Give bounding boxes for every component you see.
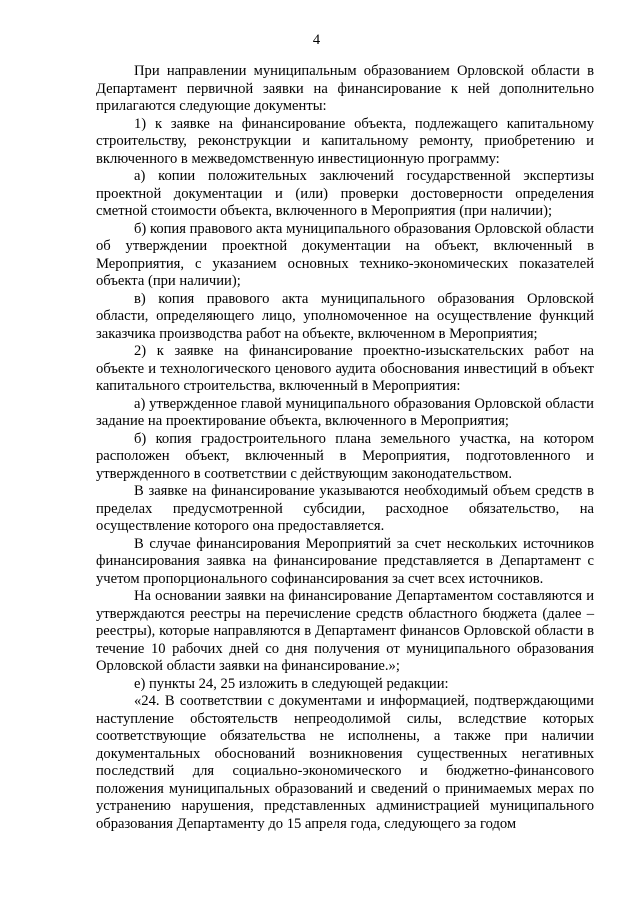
paragraph-intro: При направлении муниципальным образованием Орловской области в Департамент первичной заявки на финансирование к ней дополнительно прилагаются следующие документы: (96, 63, 594, 114)
paragraph-funding-volume: В заявке на финансирование указываются необходимый объем средств в пределах предусмотренной субсидии, расходное обязательство, на осуществление которого она предоставляется. (96, 483, 594, 534)
paragraph-item-e: е) пункты 24, 25 изложить в следующей редакции: (134, 675, 449, 692)
document-body (96, 63, 594, 833)
paragraph-item-2: 2) к заявке на финансирование проектно-изыскательских работ на объекте и технологического ценового аудита обоснования инвестиций в объект капитального строительства, включенный в Мероприятия: (96, 343, 594, 394)
page-number: 4 (312, 32, 321, 48)
paragraph-item-1: 1) к заявке на финансирование объекта, подлежащего капитальному строительству, реконструкции и капитальному ремонту, приобретению и включенного в межведомственную инвестиционную программу: (96, 115, 594, 167)
paragraph-multiple-sources: В случае финансирования Мероприятий за счет нескольких источников финансирования заявка на финансирование представляется в Департамент с учетом пропорционального софинансирования за счет всех источников. (96, 535, 594, 587)
paragraph-point-24: «24. В соответствии с документами и информацией, подтверждающими наступление обстоятельств непреодолимой силы, вследствие которых соответствующие обязательства не исполнены, а также при наличии документальных обоснований возникновения существенных негативных последствий для социально-экономического и бюджетно-финансового положения муниципальных образований и сведений о принимаемых мерах по устранению нарушения, представленных администрацией муниципального образования Департаменту до 15 апреля года, следующего за годом (96, 693, 594, 832)
paragraph-item-1c: в) копия правового акта муниципального образования Орловской области, определяющего лицо, уполномоченное на осуществление функций заказчика производства работ на объекте, включенном в Мероприятия; (96, 290, 594, 342)
paragraph-registries: На основании заявки на финансирование Департаментом составляются и утверждаются реестры на перечисление средств областного бюджета (далее – реестры), которые направляются в Департамент финансов Орловской области в течение 10 рабочих дней со дня получения от муниципального образования Орловской области заявки на финансирование.»; (96, 588, 594, 674)
paragraph-item-2b: б) копия градостроительного плана земельного участка, на котором расположен объект, включенный в Мероприятия, подготовленного и утвержденного в соответствии с действующим законодательством. (96, 430, 594, 482)
paragraph-item-1b: б) копия правового акта муниципального образования Орловской области об утверждении проектной документации на объект, включенный в Мероприятия, с указанием основных технико-экономических показателей объекта (при наличии); (96, 220, 594, 289)
paragraph-item-2a: а) утвержденное главой муниципального образования Орловской области задание на проектирование объекта, включенного в Мероприятия; (96, 395, 594, 429)
paragraph-item-1a: а) копии положительных заключений государственной экспертизы проектной документации и (или) проверки достоверности определения сметной стоимости объекта, включенного в Мероприятия (при наличии); (96, 168, 594, 219)
